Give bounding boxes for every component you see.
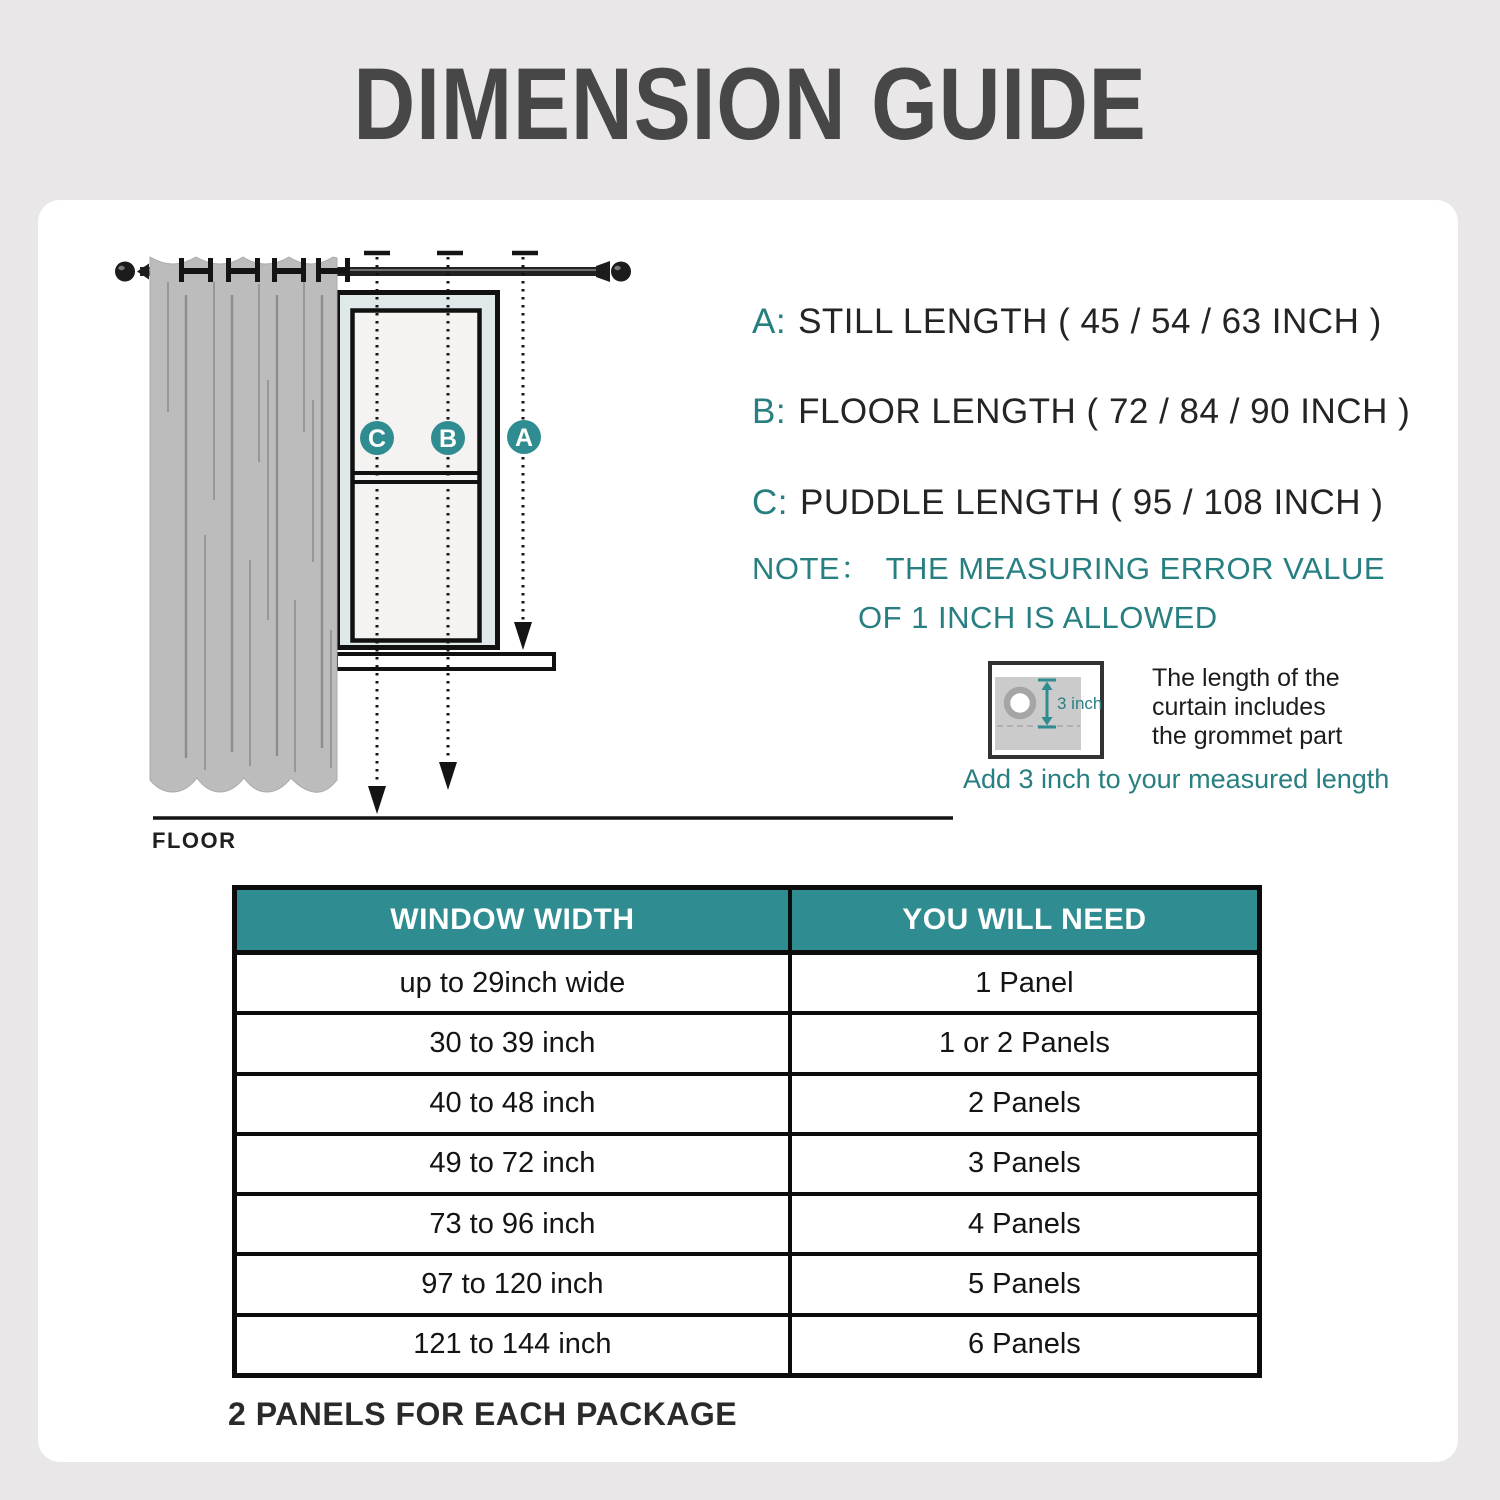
measure-arrowheads — [368, 622, 532, 814]
cell-need-6: 5 Panels — [788, 1256, 1257, 1312]
grommet-tip: Add 3 inch to your measured length — [963, 764, 1390, 794]
table-header-row — [237, 890, 1257, 955]
table-row — [237, 1072, 1257, 1132]
spec-c-text: PUDDLE LENGTH ( 95 / 108 INCH ) — [800, 483, 1384, 522]
cell-width-2: 30 to 39 inch — [429, 1026, 596, 1059]
cell-need-1: 1 Panel — [788, 955, 1257, 1011]
spec-floor-length — [752, 392, 1410, 432]
grommet-measure-label: 3 inch — [1057, 694, 1103, 713]
cell-width-1: up to 29inch wide — [399, 966, 626, 999]
curtain — [150, 257, 350, 792]
spec-a-text: STILL LENGTH ( 45 / 54 / 63 INCH ) — [798, 302, 1382, 341]
curtain-measure-illustration — [0, 200, 960, 860]
floor-label: FLOOR — [152, 828, 237, 853]
cell-need-3: 2 Panels — [788, 1076, 1257, 1132]
note-text-1: THE MEASURING ERROR VALUE — [885, 551, 1386, 586]
package-note: 2 PANELS FOR EACH PACKAGE — [228, 1396, 738, 1432]
note-line-2: OF 1 INCH IS ALLOWED — [858, 600, 1218, 635]
rod-finial-right-icon — [611, 262, 631, 282]
table-row — [237, 955, 1257, 1011]
panel-size-table — [232, 885, 1262, 1378]
page-title: DIMENSION GUIDE — [353, 47, 1147, 161]
marker-label-c: C — [367, 425, 387, 453]
cell-need-5: 4 Panels — [788, 1196, 1257, 1252]
cell-width-4: 49 to 72 inch — [429, 1147, 596, 1180]
cell-width-3: 40 to 48 inch — [429, 1087, 596, 1120]
cell-width-6: 97 to 120 inch — [421, 1268, 604, 1301]
spec-a-prefix: A: — [752, 302, 787, 341]
cell-width-7: 121 to 144 inch — [413, 1328, 612, 1361]
rod-finial-left-icon — [115, 262, 135, 282]
grommet-desc-line-2: curtain includes — [1152, 693, 1326, 721]
window — [338, 293, 498, 648]
table-row — [237, 1132, 1257, 1192]
table-row — [237, 1313, 1257, 1373]
spec-b-prefix: B: — [752, 392, 787, 431]
measure-markers — [360, 420, 541, 455]
grommet-desc-line-1: The length of the — [1152, 664, 1340, 692]
cell-need-7: 6 Panels — [788, 1317, 1257, 1373]
cell-need-4: 3 Panels — [788, 1136, 1257, 1192]
marker-label-b: B — [438, 425, 458, 453]
grommet-diagram — [980, 655, 1150, 765]
spec-c-prefix: C: — [752, 483, 788, 522]
grommet-ring-icon — [1007, 690, 1033, 716]
grommet-desc-line-3: the grommet part — [1152, 722, 1343, 750]
note-prefix: NOTE： — [752, 551, 872, 586]
cell-width-5: 73 to 96 inch — [429, 1207, 596, 1240]
grommet-description — [1152, 664, 1432, 751]
spec-b-text: FLOOR LENGTH ( 72 / 84 / 90 INCH ) — [798, 392, 1411, 431]
cell-need-2: 1 or 2 Panels — [788, 1015, 1257, 1071]
table-header-you-will-need: YOU WILL NEED — [788, 890, 1257, 950]
table-row — [237, 1252, 1257, 1312]
marker-label-a: A — [514, 424, 534, 452]
spec-puddle-length — [752, 483, 1383, 523]
table-row — [237, 1011, 1257, 1071]
table-header-window-width: WINDOW WIDTH — [237, 890, 788, 950]
note-line-1 — [752, 543, 1385, 588]
spec-still-length — [752, 302, 1382, 342]
rod-bracket-left-icon — [137, 264, 149, 280]
rod-bracket-right-icon — [596, 261, 610, 282]
table-row — [237, 1192, 1257, 1252]
window-sill — [336, 654, 554, 669]
